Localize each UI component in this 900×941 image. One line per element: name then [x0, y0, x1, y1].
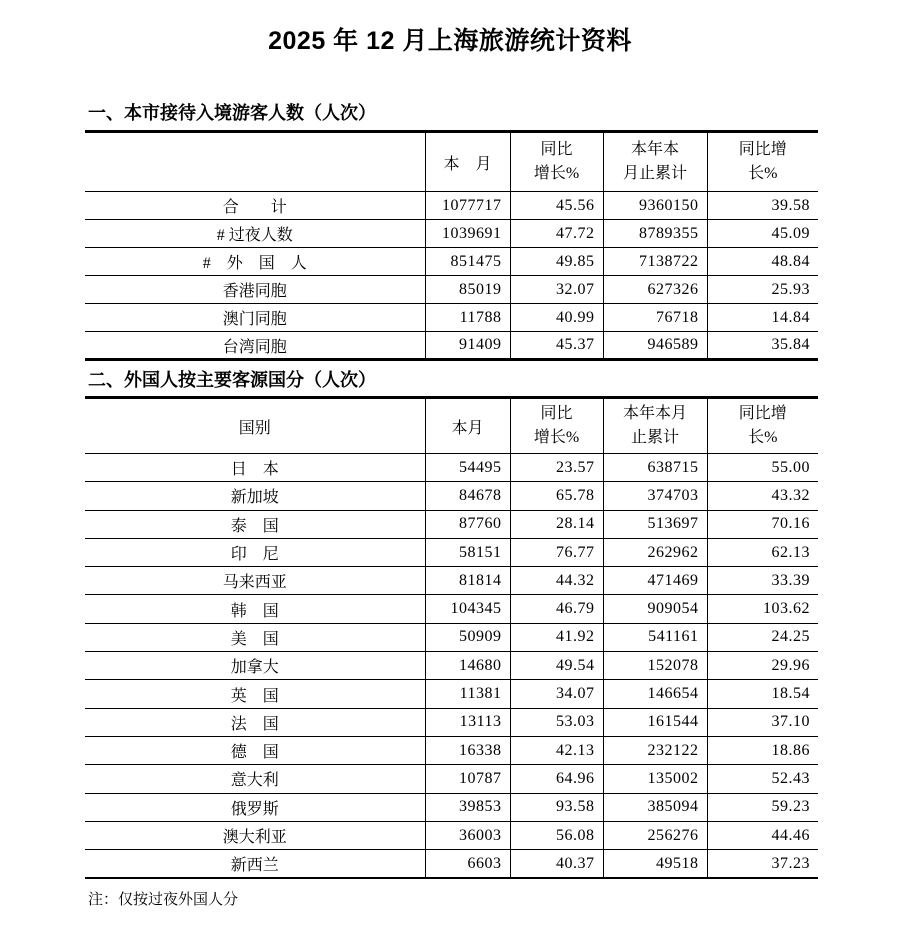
cell-ytd-yoy-growth: 14.84 [707, 304, 818, 332]
section-foreigners-by-country [85, 368, 818, 879]
header-cell-ytd-total [603, 132, 707, 192]
cell-label: 澳门同胞 [222, 311, 287, 328]
header-cell-ytd-yoy-growth [707, 398, 818, 454]
cell-label: 意大利 [230, 772, 279, 790]
cell-ytd-total: 146654 [603, 680, 707, 708]
cell-current-month: 84678 [425, 482, 510, 510]
header-line-2: 增长% [533, 165, 580, 182]
header-cell-current-month: 本 月 [425, 132, 510, 192]
cell-ytd-yoy-growth: 39.58 [707, 192, 818, 220]
cell-ytd-yoy-growth: 103.62 [707, 595, 818, 623]
cell-ytd-total: 385094 [603, 793, 707, 821]
cell-ytd-yoy-growth: 59.23 [707, 793, 818, 821]
cell-ytd-yoy-growth: 35.84 [707, 332, 818, 360]
cell-ytd-total: 374703 [603, 482, 707, 510]
cell-label: 英 国 [230, 687, 279, 705]
table-header-row [85, 132, 818, 192]
cell-ytd-yoy-growth: 37.10 [707, 708, 818, 736]
table-row [85, 248, 818, 276]
cell-current-month: 39853 [425, 793, 510, 821]
cell-ytd-total: 161544 [603, 708, 707, 736]
cell-current-month: 36003 [425, 821, 510, 849]
cell-current-month: 6603 [425, 850, 510, 878]
cell-label: 韩 国 [230, 602, 279, 620]
header-cell-current-month: 本月 [425, 398, 510, 454]
cell-ytd-total: 8789355 [603, 220, 707, 248]
cell-yoy-growth: 49.54 [510, 652, 603, 680]
cell-label: 澳大利亚 [222, 829, 287, 846]
header-cell-country: 国别 [238, 419, 271, 437]
cell-ytd-yoy-growth: 70.16 [707, 510, 818, 538]
cell-current-month: 50909 [425, 623, 510, 651]
cell-label: 合 计 [222, 199, 287, 216]
cell-current-month: 54495 [425, 454, 510, 482]
cell-ytd-yoy-growth: 48.84 [707, 248, 818, 276]
cell-ytd-total: 9360150 [603, 192, 707, 220]
cell-yoy-growth: 40.99 [510, 304, 603, 332]
cell-current-month: 81814 [425, 567, 510, 595]
header-line-1: 本年本 [630, 141, 679, 158]
cell-current-month: 91409 [425, 332, 510, 360]
cell-ytd-total: 946589 [603, 332, 707, 360]
cell-yoy-growth: 34.07 [510, 680, 603, 708]
table-row [85, 623, 818, 651]
cell-label: 马来西亚 [222, 574, 287, 592]
cell-ytd-total: 232122 [603, 736, 707, 764]
cell-label: # 过夜人数 [216, 227, 293, 244]
cell-yoy-growth: 46.79 [510, 595, 603, 623]
header-line-1: 同比 [540, 141, 573, 158]
cell-ytd-total: 471469 [603, 567, 707, 595]
table-row [85, 332, 818, 360]
cell-label: 新加坡 [230, 489, 279, 507]
cell-yoy-growth: 42.13 [510, 736, 603, 764]
table-row [85, 276, 818, 304]
table-row [85, 538, 818, 566]
table-row [85, 652, 818, 680]
section-1-heading: 一、本市接待入境游客人数（人次） [88, 103, 376, 123]
cell-label: 印 尼 [230, 546, 279, 564]
cell-ytd-total: 76718 [603, 304, 707, 332]
cell-ytd-yoy-growth: 52.43 [707, 765, 818, 793]
header-line-2: 长% [748, 165, 778, 182]
cell-label: 加拿大 [230, 659, 279, 677]
inbound-visitors-table [85, 130, 818, 361]
cell-ytd-yoy-growth: 24.25 [707, 623, 818, 651]
cell-yoy-growth: 93.58 [510, 793, 603, 821]
cell-yoy-growth: 44.32 [510, 567, 603, 595]
cell-ytd-total: 541161 [603, 623, 707, 651]
cell-ytd-yoy-growth: 55.00 [707, 454, 818, 482]
table-row [85, 510, 818, 538]
cell-ytd-total: 638715 [603, 454, 707, 482]
cell-yoy-growth: 45.56 [510, 192, 603, 220]
cell-current-month: 16338 [425, 736, 510, 764]
cell-label: 俄罗斯 [230, 800, 279, 818]
cell-yoy-growth: 47.72 [510, 220, 603, 248]
cell-ytd-total: 7138722 [603, 248, 707, 276]
foreigners-by-country-table [85, 396, 818, 879]
cell-yoy-growth: 41.92 [510, 623, 603, 651]
table-row [85, 793, 818, 821]
cell-label: 美 国 [230, 630, 279, 648]
cell-current-month: 13113 [425, 708, 510, 736]
cell-yoy-growth: 45.37 [510, 332, 603, 360]
cell-yoy-growth: 40.37 [510, 850, 603, 878]
cell-label: 日 本 [230, 461, 279, 479]
cell-ytd-yoy-growth: 29.96 [707, 652, 818, 680]
cell-label: 德 国 [230, 744, 279, 762]
document-body [85, 101, 818, 909]
cell-current-month: 1077717 [425, 192, 510, 220]
table-row [85, 850, 818, 878]
table-row [85, 595, 818, 623]
cell-current-month: 58151 [425, 538, 510, 566]
cell-current-month: 1039691 [425, 220, 510, 248]
table-row [85, 765, 818, 793]
table-body [85, 454, 818, 878]
cell-ytd-yoy-growth: 43.32 [707, 482, 818, 510]
cell-ytd-total: 513697 [603, 510, 707, 538]
table-row [85, 680, 818, 708]
cell-ytd-yoy-growth: 18.54 [707, 680, 818, 708]
cell-ytd-total: 135002 [603, 765, 707, 793]
table-header-row [85, 398, 818, 454]
cell-current-month: 85019 [425, 276, 510, 304]
table-row [85, 482, 818, 510]
cell-ytd-yoy-growth: 18.86 [707, 736, 818, 764]
header-line-2: 月止累计 [622, 165, 687, 182]
table-row [85, 821, 818, 849]
header-line-1: 同比增 [738, 405, 787, 422]
header-cell-ytd-yoy-growth [707, 132, 818, 192]
table-row [85, 708, 818, 736]
cell-ytd-yoy-growth: 37.23 [707, 850, 818, 878]
header-line-2: 止累计 [630, 429, 679, 446]
header-cell-yoy-growth [510, 132, 603, 192]
header-line-1: 同比增 [738, 141, 787, 158]
cell-current-month: 851475 [425, 248, 510, 276]
cell-label: 香港同胞 [222, 283, 287, 300]
table-row [85, 736, 818, 764]
cell-yoy-growth: 49.85 [510, 248, 603, 276]
header-line-1: 本年本月 [622, 405, 687, 422]
cell-current-month: 11788 [425, 304, 510, 332]
cell-ytd-yoy-growth: 62.13 [707, 538, 818, 566]
header-cell-blank [85, 132, 425, 192]
header-cell-ytd-total [603, 398, 707, 454]
footer-note: 注：仅按过夜外国人分 [88, 891, 239, 908]
cell-current-month: 104345 [425, 595, 510, 623]
cell-ytd-yoy-growth: 45.09 [707, 220, 818, 248]
cell-yoy-growth: 76.77 [510, 538, 603, 566]
cell-yoy-growth: 56.08 [510, 821, 603, 849]
cell-ytd-yoy-growth: 44.46 [707, 821, 818, 849]
cell-current-month: 87760 [425, 510, 510, 538]
page-title: 2025 年 12 月上海旅游统计资料 [268, 27, 632, 55]
table-row [85, 454, 818, 482]
cell-yoy-growth: 53.03 [510, 708, 603, 736]
header-line-1: 同比 [540, 405, 573, 422]
table-row [85, 192, 818, 220]
cell-ytd-total: 152078 [603, 652, 707, 680]
cell-ytd-total: 909054 [603, 595, 707, 623]
cell-current-month: 10787 [425, 765, 510, 793]
cell-current-month: 11381 [425, 680, 510, 708]
cell-yoy-growth: 65.78 [510, 482, 603, 510]
cell-yoy-growth: 64.96 [510, 765, 603, 793]
cell-ytd-yoy-growth: 25.93 [707, 276, 818, 304]
cell-ytd-total: 256276 [603, 821, 707, 849]
cell-label: 台湾同胞 [222, 338, 287, 356]
cell-ytd-yoy-growth: 33.39 [707, 567, 818, 595]
cell-label: 法 国 [230, 715, 279, 733]
table-row [85, 220, 818, 248]
cell-label: 新西兰 [230, 857, 279, 875]
section-2-heading: 二、外国人按主要客源国分（人次） [88, 370, 376, 390]
cell-label: # 外 国 人 [202, 255, 307, 272]
header-cell-yoy-growth [510, 398, 603, 454]
cell-current-month: 14680 [425, 652, 510, 680]
table-row [85, 304, 818, 332]
cell-yoy-growth: 28.14 [510, 510, 603, 538]
table-row [85, 567, 818, 595]
cell-yoy-growth: 23.57 [510, 454, 603, 482]
header-line-2: 增长% [533, 429, 580, 446]
cell-yoy-growth: 32.07 [510, 276, 603, 304]
table-body [85, 192, 818, 360]
cell-label: 泰 国 [230, 517, 279, 535]
cell-ytd-total: 262962 [603, 538, 707, 566]
cell-ytd-total: 627326 [603, 276, 707, 304]
cell-ytd-total: 49518 [603, 850, 707, 878]
header-line-2: 长% [748, 429, 778, 446]
section-inbound-visitors [85, 101, 818, 361]
